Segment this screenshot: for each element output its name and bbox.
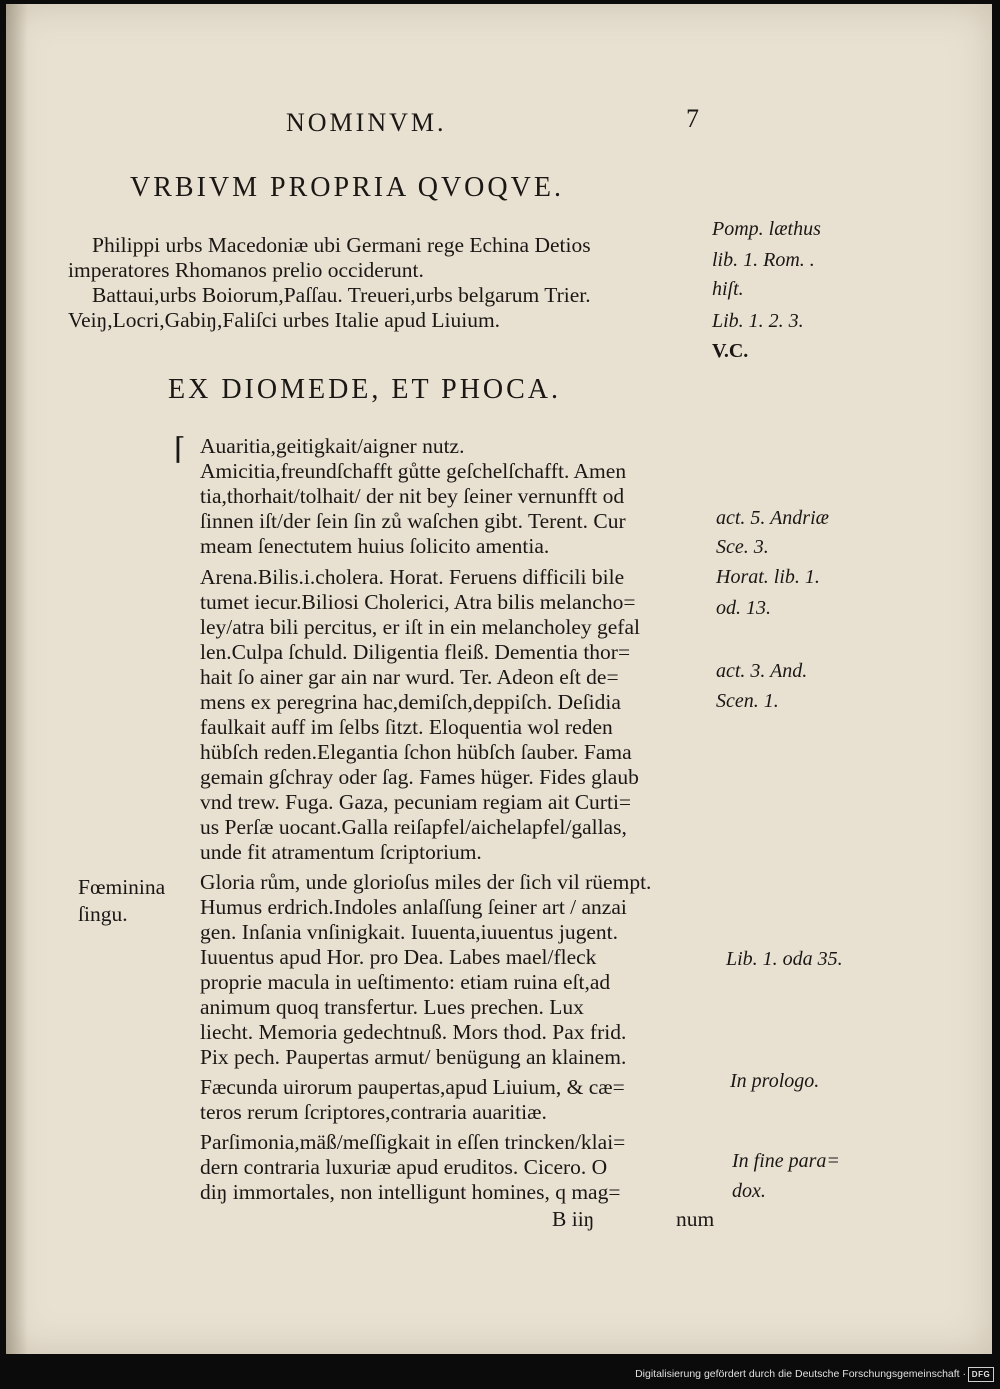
text-line: teros rerum ſcriptores,contraria auaritiæ. [200,1100,547,1124]
text-line: imperatores Rhomanos prelio occiderunt. [68,258,424,282]
text-line: Parſimonia,mäß/meſſigkait in eſſen trincken/klai= [200,1130,626,1154]
page-number: 7 [686,104,702,133]
text-line: Battaui,urbs Boiorum,Paſſau. Treueri,urbs belgarum Trier. [92,283,591,307]
text-line: us Perſæ uocant.Galla reiſapfel/aichelapfel/gallas, [200,815,627,839]
margin-note: In fine para= [732,1150,840,1172]
text-line: Amicitia,freundſchafft gůtte geſchelſchafft. Amen [200,459,627,483]
text-line: unde fit atramentum ſcriptorium. [200,840,482,864]
text-line: tia,thorhait/tolhait/ der nit bey ſeiner vernunfft od [200,484,625,508]
text-line: Philippi urbs Macedoniæ ubi Germani rege Echina Detios [92,233,591,257]
margin-note: Sce. 3. [716,536,769,558]
margin-note: act. 5. Andriæ [716,507,829,529]
text-line: Gloria rům, unde glorioſus miles der ſich vil rüempt. [200,870,652,894]
text-line: Arena.Bilis.i.cholera. Horat. Feruens difficili bile [200,565,625,589]
margin-note: V.C. [712,340,749,362]
text-line: vnd trew. Fuga. Gaza, pecuniam regiam ait Curti= [200,790,632,814]
margin-note: hiſt. [712,278,744,300]
text-line: Pix pech. Paupertas armut/ benügung an klainem. [200,1045,627,1069]
margin-note: od. 13. [716,597,771,619]
text-line: animum quoq transfertur. Lues prechen. Lux [200,995,584,1019]
margin-note: Lib. 1. oda 35. [726,948,843,970]
signature-mark: B iiŋ [552,1207,595,1231]
left-margin-note: ſingu. [78,902,128,926]
margin-note: Horat. lib. 1. [716,566,820,588]
left-margin-note: Fœminina [78,875,166,899]
catchword: num [676,1207,715,1231]
text-line: ſinnen iſt/der ſein ſin zů waſchen gibt. Terent. Cur [200,509,626,533]
margin-note: In prologo. [730,1070,820,1092]
margin-note: Scen. 1. [716,690,779,712]
text-line: ley/atra bili percitus, er iſt in ein melancholey gefal [200,615,640,639]
running-title: NOMINVM. [286,108,447,137]
margin-note: Lib. 1. 2. 3. [712,310,804,332]
section-heading-diomede: EX DIOMEDE, ET PHOCA. [168,374,562,405]
text-line: mens ex peregrina hac,demiſch,deppiſch. Deſidia [200,690,621,714]
text-line: len.Culpa ſchuld. Diligentia fleiß. Dementia thor= [200,640,631,664]
text-line: dern contraria luxuriæ apud eruditos. Cicero. O [200,1155,608,1179]
text-line: Veiŋ,Locri,Gabiŋ,Faliſci urbes Italie apud Liuium. [68,308,501,332]
text-line: diŋ immortales, non intelligunt homines, q mag= [200,1180,621,1204]
text-line: faulkait auff im ſelbs ſitzt. Eloquentia wol reden [200,715,613,739]
text-line: liecht. Memoria gedechtnuß. Mors thod. Pax frid. [200,1020,627,1044]
text-line: gemain gſchray oder ſag. Fames hüger. Fides glaub [200,765,639,789]
text-line: Humus erdrich.Indoles anlaſſung ſeiner art / anzai [200,895,627,919]
bracket-mark: ⌈ [174,433,186,466]
text-line: gen. Inſania vnſinigkait. Iuuenta,iuuentus jugent. [200,920,618,944]
funding-credit: Digitalisierung gefördert durch die Deutsche Forschungsgemeinschaft · [635,1368,966,1380]
text-line: meam ſenectutem huius ſolicito amentia. [200,534,550,558]
margin-note: dox. [732,1180,766,1202]
section-heading-urbium: VRBIVM PROPRIA QVOQVE. [130,172,564,203]
text-line: Fæcunda uirorum paupertas,apud Liuium, & cæ= [200,1075,625,1099]
text-line: proprie macula in ueſtimento: etiam ruina eſt,ad [200,970,611,994]
text-line: Auaritia,geitigkait/aigner nutz. [200,434,465,458]
margin-note: act. 3. And. [716,660,808,682]
margin-note: lib. 1. Rom. . [712,249,815,271]
text-line: hait ſo ainer gar ain nar wurd. Ter. Adeon eſt de= [200,665,619,689]
margin-note: Pomp. læthus [712,218,821,240]
text-line: tumet iecur.Biliosi Cholerici, Atra bilis melancho= [200,590,636,614]
dfg-logo: DFG [968,1367,994,1382]
text-line: Iuuentus apud Hor. pro Dea. Labes mael/fleck [200,945,597,969]
text-line: hübſch reden.Elegantia ſchon hübſch ſauber. Fama [200,740,632,764]
